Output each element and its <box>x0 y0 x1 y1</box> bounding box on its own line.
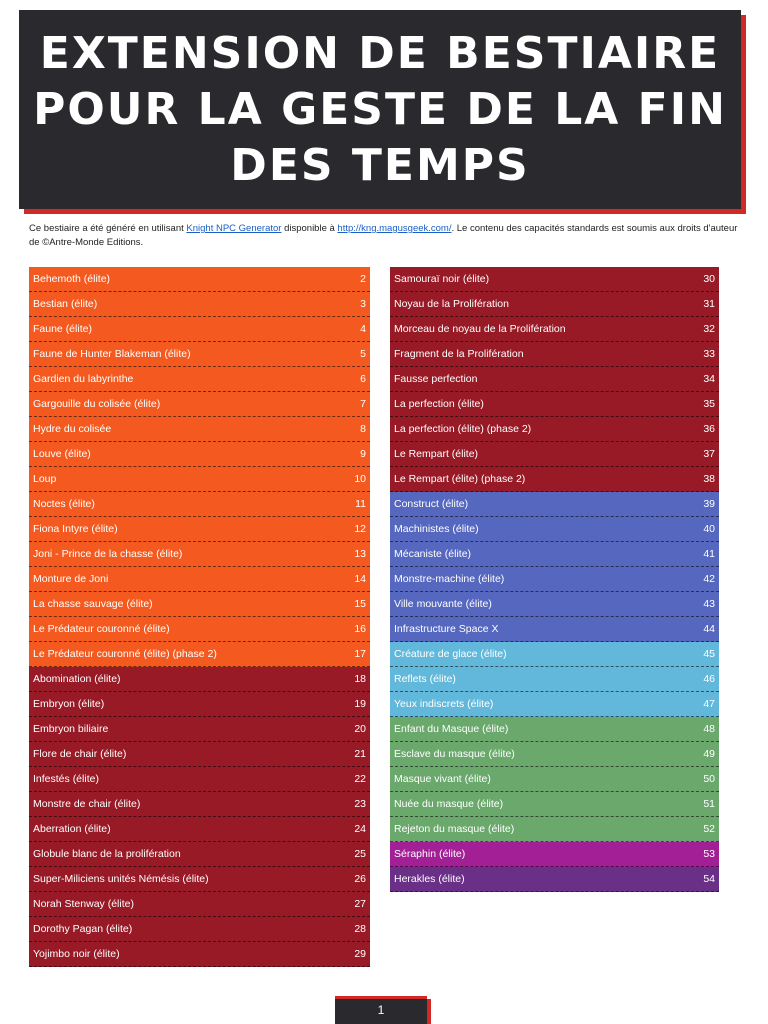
toc-entry-page: 39 <box>703 498 715 510</box>
magusgeek-link[interactable]: http://kng.magusgeek.com/ <box>337 223 452 234</box>
toc-entry-name: Loup <box>33 473 57 485</box>
toc-entry[interactable] <box>29 767 370 792</box>
toc-entry[interactable] <box>29 642 370 667</box>
toc-entry-name: Infestés (élite) <box>33 773 99 785</box>
toc-entry-page: 18 <box>354 673 366 685</box>
toc-entry-page: 14 <box>354 573 366 585</box>
toc-entry[interactable] <box>390 317 719 342</box>
toc-entry[interactable] <box>29 592 370 617</box>
toc-entry[interactable] <box>29 667 370 692</box>
toc-entry[interactable] <box>29 492 370 517</box>
toc-entry-page: 8 <box>360 423 366 435</box>
intro-text <box>29 222 741 250</box>
toc-entry-name: Embryon biliaire <box>33 723 109 735</box>
toc-entry-name: Super-Miliciens unités Némésis (élite) <box>33 873 209 885</box>
toc-entry[interactable] <box>29 342 370 367</box>
toc-entry-page: 27 <box>354 898 366 910</box>
toc-entry-page: 36 <box>703 423 715 435</box>
toc-entry-name: Hydre du colisée <box>33 423 112 435</box>
toc-entry-name: Masque vivant (élite) <box>394 773 491 785</box>
toc-entry[interactable] <box>390 717 719 742</box>
title-line-2: POUR LA GESTE DE LA FIN <box>33 83 727 135</box>
toc-entry-name: Infrastructure Space X <box>394 623 499 635</box>
toc-entry[interactable] <box>390 692 719 717</box>
toc-entry-name: Herakles (élite) <box>394 873 465 885</box>
toc-entry[interactable] <box>390 342 719 367</box>
toc-column-right <box>390 267 719 892</box>
toc-entry-name: Le Rempart (élite) <box>394 448 479 460</box>
toc-entry[interactable] <box>390 842 719 867</box>
toc-entry-name: Dorothy Pagan (élite) <box>33 923 133 935</box>
toc-entry-page: 7 <box>360 398 366 410</box>
toc-entry-page: 28 <box>354 923 366 935</box>
toc-entry-name: Aberration (élite) <box>33 823 111 835</box>
toc-entry-page: 3 <box>360 298 366 310</box>
toc-entry-name: La perfection (élite) (phase 2) <box>394 423 532 435</box>
toc-entry-name: Gargouille du colisée (élite) <box>33 398 161 410</box>
toc-entry-page: 19 <box>354 698 366 710</box>
toc-entry-name: Fragment de la Prolifération <box>394 348 524 360</box>
toc-entry[interactable] <box>29 367 370 392</box>
toc-entry[interactable] <box>390 392 719 417</box>
toc-entry-name: Le Prédateur couronné (élite) (phase 2) <box>33 648 217 660</box>
toc-entry-page: 42 <box>703 573 715 585</box>
toc-entry-name: Bestian (élite) <box>33 298 98 310</box>
toc-entry[interactable] <box>390 492 719 517</box>
toc-entry-name: Monstre-machine (élite) <box>394 573 505 585</box>
toc-entry-name: Embryon (élite) <box>33 698 105 710</box>
toc-entry-page: 48 <box>703 723 715 735</box>
toc-entry-page: 43 <box>703 598 715 610</box>
toc-entry-name: Fausse perfection <box>394 373 478 385</box>
toc-entry-name: Esclave du masque (élite) <box>394 748 515 760</box>
toc-entry[interactable] <box>29 442 370 467</box>
toc-entry-name: Morceau de noyau de la Prolifération <box>394 323 566 335</box>
toc-entry[interactable] <box>29 892 370 917</box>
toc-entry-name: Louve (élite) <box>33 448 91 460</box>
toc-entry[interactable] <box>29 467 370 492</box>
intro-part-1: Ce bestiaire a été généré en utilisant <box>29 223 187 234</box>
toc-entry-page: 52 <box>703 823 715 835</box>
toc-entry-page: 25 <box>354 848 366 860</box>
toc-entry-name: Abomination (élite) <box>33 673 121 685</box>
toc-entry-page: 53 <box>703 848 715 860</box>
toc-entry[interactable] <box>390 867 719 892</box>
toc-entry-page: 13 <box>354 548 366 560</box>
toc-entry[interactable] <box>29 817 370 842</box>
toc-entry-name: Ville mouvante (élite) <box>394 598 492 610</box>
toc-entry-page: 32 <box>703 323 715 335</box>
toc-entry-name: Nuée du masque (élite) <box>394 798 504 810</box>
toc-entry[interactable] <box>29 292 370 317</box>
toc-entry-name: Fiona Intyre (élite) <box>33 523 118 535</box>
toc-entry[interactable] <box>390 292 719 317</box>
toc-entry-page: 11 <box>355 498 366 510</box>
toc-entry-name: Monstre de chair (élite) <box>33 798 141 810</box>
toc-entry-page: 34 <box>703 373 715 385</box>
toc-entry-name: Yojimbo noir (élite) <box>33 948 120 960</box>
toc-entry-page: 5 <box>360 348 366 360</box>
toc-entry-page: 22 <box>354 773 366 785</box>
toc-entry[interactable] <box>390 742 719 767</box>
toc-entry-page: 50 <box>703 773 715 785</box>
toc-entry-name: Machinistes (élite) <box>394 523 479 535</box>
toc-entry-page: 9 <box>360 448 366 460</box>
toc-entry-name: La perfection (élite) <box>394 398 484 410</box>
toc-entry-page: 23 <box>354 798 366 810</box>
toc-entry-page: 46 <box>703 673 715 685</box>
toc-entry[interactable] <box>29 942 370 967</box>
toc-entry-page: 41 <box>703 548 715 560</box>
toc-entry-page: 37 <box>703 448 715 460</box>
toc-entry[interactable] <box>29 742 370 767</box>
toc-entry-page: 51 <box>703 798 715 810</box>
toc-entry[interactable] <box>390 642 719 667</box>
toc-entry[interactable] <box>390 817 719 842</box>
toc-entry-page: 33 <box>703 348 715 360</box>
toc-entry[interactable] <box>390 592 719 617</box>
toc-entry[interactable] <box>29 842 370 867</box>
toc-entry-page: 49 <box>703 748 715 760</box>
toc-entry-name: Noctes (élite) <box>33 498 95 510</box>
toc-entry-page: 24 <box>354 823 366 835</box>
toc-entry-page: 44 <box>703 623 715 635</box>
toc-entry-page: 30 <box>703 273 715 285</box>
toc-entry[interactable] <box>390 467 719 492</box>
toc-entry[interactable] <box>390 542 719 567</box>
toc-entry-name: Rejeton du masque (élite) <box>394 823 515 835</box>
toc-entry-page: 38 <box>703 473 715 485</box>
toc-entry-name: Yeux indiscrets (élite) <box>394 698 494 710</box>
toc-entry-page: 45 <box>703 648 715 660</box>
toc-entry-name: Joni - Prince de la chasse (élite) <box>33 548 183 560</box>
toc-entry-page: 31 <box>703 298 715 310</box>
knight-npc-generator-link[interactable]: Knight NPC Generator <box>186 223 282 234</box>
toc-entry-name: Reflets (élite) <box>394 673 456 685</box>
toc-entry-page: 21 <box>354 748 366 760</box>
toc-entry-page: 17 <box>354 648 366 660</box>
toc-entry-page: 47 <box>703 698 715 710</box>
toc-entry-page: 16 <box>354 623 366 635</box>
toc-entry[interactable] <box>390 367 719 392</box>
toc-entry[interactable] <box>29 417 370 442</box>
page-number: 1 <box>335 999 427 1024</box>
toc-entry[interactable] <box>29 567 370 592</box>
toc-entry-name: Enfant du Masque (élite) <box>394 723 509 735</box>
toc-entry-page: 4 <box>360 323 366 335</box>
toc-entry-name: Noyau de la Prolifération <box>394 298 509 310</box>
toc-entry[interactable] <box>29 517 370 542</box>
toc-entry-name: Monture de Joni <box>33 573 109 585</box>
toc-entry-name: Flore de chair (élite) <box>33 748 127 760</box>
toc-entry[interactable] <box>29 692 370 717</box>
toc-entry[interactable] <box>390 767 719 792</box>
intro-part-2: disponible à <box>281 223 338 234</box>
toc-entry-name: Séraphin (élite) <box>394 848 466 860</box>
toc-entry[interactable] <box>29 917 370 942</box>
title-line-1: EXTENSION DE BESTIAIRE <box>39 27 721 79</box>
toc-entry[interactable] <box>29 617 370 642</box>
toc-entry[interactable] <box>390 617 719 642</box>
toc-entry-name: Mécaniste (élite) <box>394 548 472 560</box>
toc-entry-page: 15 <box>354 598 366 610</box>
toc-entry-page: 2 <box>360 273 366 285</box>
toc-entry[interactable] <box>390 267 719 292</box>
toc-entry[interactable] <box>390 667 719 692</box>
toc-entry-name: Behemoth (élite) <box>33 273 111 285</box>
toc-entry-name: Gardien du labyrinthe <box>33 373 134 385</box>
toc-entry[interactable] <box>29 317 370 342</box>
toc-column-left <box>29 267 370 967</box>
toc-entry[interactable] <box>390 417 719 442</box>
toc-entry-name: Faune (élite) <box>33 323 92 335</box>
toc-entry-page: 54 <box>703 873 715 885</box>
toc-entry-name: Le Prédateur couronné (élite) <box>33 623 170 635</box>
toc-entry[interactable] <box>390 517 719 542</box>
toc-entry-name: Construct (élite) <box>394 498 469 510</box>
toc-entry-name: Globule blanc de la prolifération <box>33 848 181 860</box>
toc-entry[interactable] <box>29 267 370 292</box>
toc-entry-page: 40 <box>703 523 715 535</box>
toc-entry[interactable] <box>390 567 719 592</box>
toc-entry-name: Norah Stenway (élite) <box>33 898 134 910</box>
toc-entry-name: Samouraï noir (élite) <box>394 273 490 285</box>
toc-entry[interactable] <box>390 792 719 817</box>
toc-entry-page: 20 <box>354 723 366 735</box>
toc-entry-page: 29 <box>354 948 366 960</box>
toc-entry[interactable] <box>390 442 719 467</box>
toc-entry[interactable] <box>29 792 370 817</box>
title-line-3: DES TEMPS <box>230 139 530 191</box>
toc-entry-name: La chasse sauvage (élite) <box>33 598 153 610</box>
toc-entry-page: 35 <box>703 398 715 410</box>
toc-entry[interactable] <box>29 717 370 742</box>
toc-entry-name: Créature de glace (élite) <box>394 648 507 660</box>
toc-entry-name: Le Rempart (élite) (phase 2) <box>394 473 526 485</box>
toc-entry-page: 6 <box>360 373 366 385</box>
toc-entry-page: 10 <box>354 473 366 485</box>
toc-entry-page: 12 <box>354 523 366 535</box>
toc-entry[interactable] <box>29 542 370 567</box>
toc-entry-name: Faune de Hunter Blakeman (élite) <box>33 348 191 360</box>
title-banner <box>19 10 741 209</box>
toc-entry[interactable] <box>29 867 370 892</box>
toc-entry[interactable] <box>29 392 370 417</box>
toc-entry-page: 26 <box>354 873 366 885</box>
intro-part-3: . Le contenu des capacités standards est soumis aux droits d'auteur de ©Antre-Monde Editions. <box>29 223 738 248</box>
